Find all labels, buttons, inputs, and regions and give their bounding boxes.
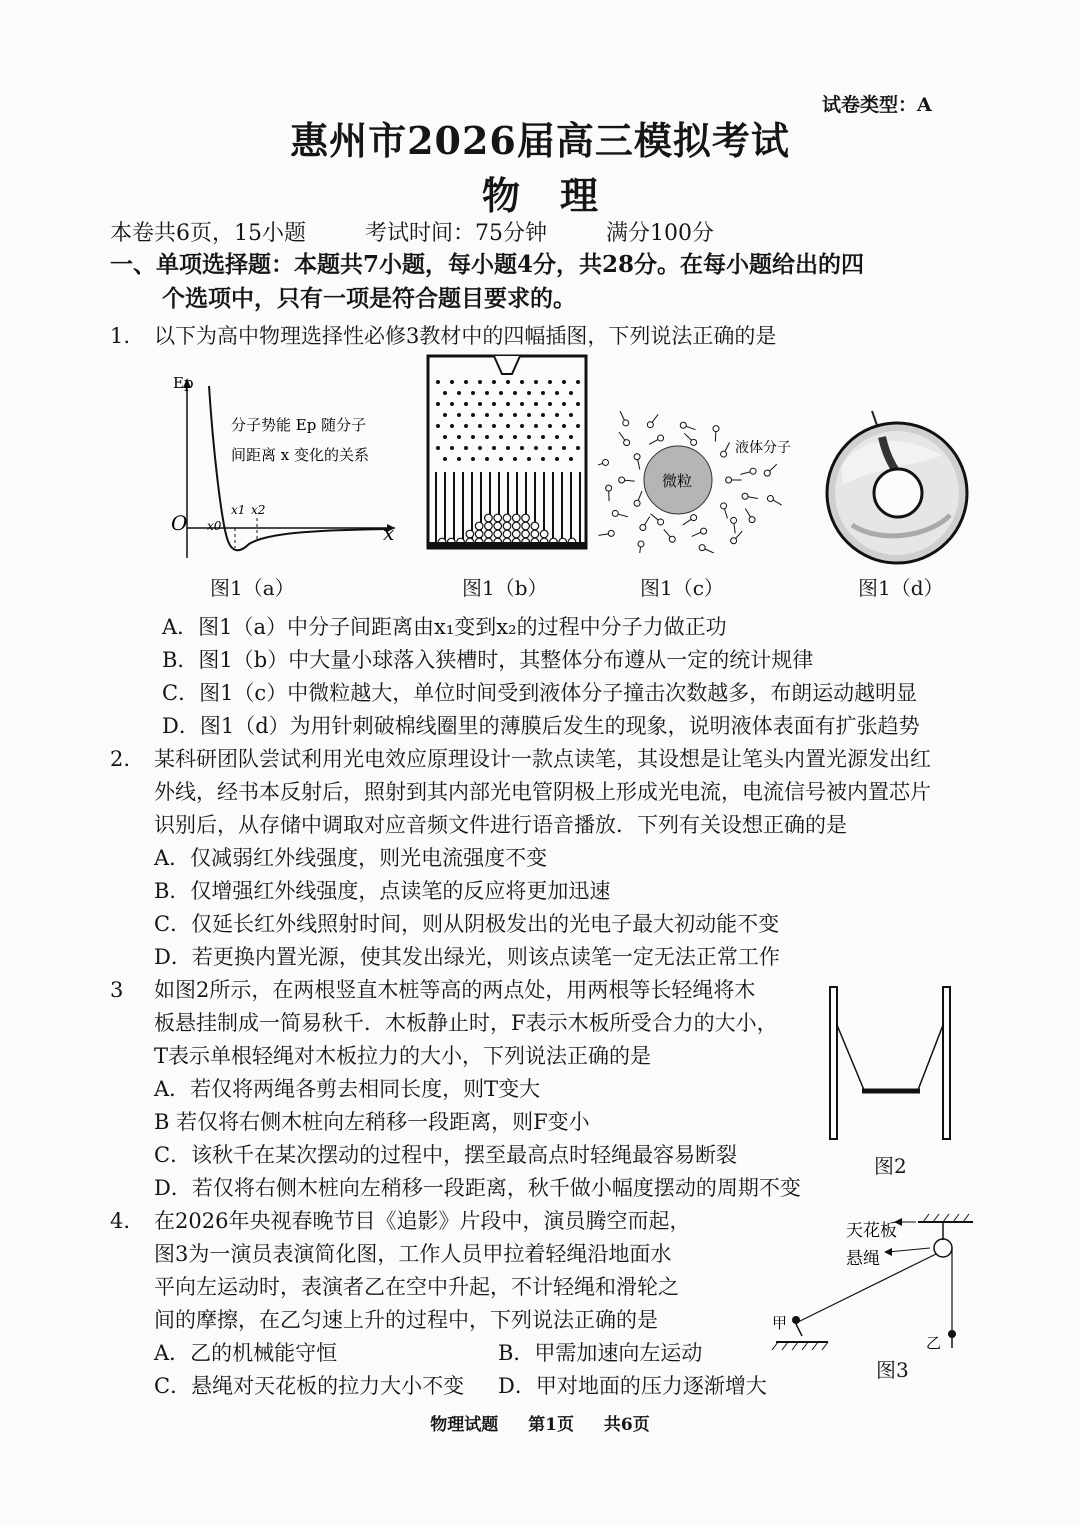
fig1a-origin: O [171,511,188,535]
fig1a-label-line1: 分子势能 Ep 随分子 [231,416,367,434]
footer-total: 共6页 [603,1415,650,1435]
exam-title: 惠州市2026届高三模拟考试 [290,118,790,163]
q3-option-d: D．若仅将右侧木桩向左稍移一段距离，秋千做小幅度摆动的周期不变 [154,1176,801,1200]
fig3-caption: 图3 [876,1358,909,1382]
figure-1d-soap-film-ring [822,405,972,565]
figure-1a-potential-energy-graph [165,368,405,568]
q1-option-a: A．图1（a）中分子间距离由x₁变到x₂的过程中分子力做正功 [162,615,727,639]
q1-option-b: B．图1（b）中大量小球落入狭槽时，其整体分布遵从一定的统计规律 [162,648,814,672]
q3-stem-line2: 板悬挂制成一简易秋千．木板静止时，F表示木板所受合力的大小， [154,1011,778,1035]
page-footer [0,1410,1080,1435]
figure-2-swing [820,985,960,1145]
fig2-caption: 图2 [874,1154,907,1178]
q3-stem-line1 [110,974,755,1004]
section-heading-line1: 一、单项选择题：本题共7小题，每小题4分，共28分。在每小题给出的四 [110,251,865,278]
q2-stem-line3: 识别后，从存储中调取对应音频文件进行语音播放．下列有关设想正确的是 [154,813,847,837]
fig1a-x2: x2 [251,503,266,517]
fig1a-label-line2: 间距离 x 变化的关系 [231,446,369,464]
fig1d-caption: 图1（d） [858,576,944,600]
q3-option-b: B 若仅将右侧木桩向左稍移一段距离，则F变小 [154,1110,590,1134]
q4-stem-line3: 平向左运动时，表演者乙在空中升起，不计轻绳和滑轮之 [154,1275,679,1299]
info-time: 考试时间：75分钟 [365,221,547,246]
fig1a-axis-y: Ep [173,374,194,392]
figure-3-pulley-system [768,1210,978,1360]
figure-1b-galton-board [424,352,590,552]
fig1a-caption: 图1（a） [210,576,295,600]
q4-stem-line2: 图3为一演员表演简化图，工作人员甲拉着轻绳沿地面水 [154,1242,672,1266]
q4-stem-line1 [110,1205,690,1235]
q3-option-a: A．若仅将两绳各剪去相同长度，则T变大 [154,1077,541,1101]
footer-page: 第1页 [528,1415,574,1435]
fig1a-axis-x: x [383,521,395,545]
q4-option-b: B．甲需加速向左运动 [498,1341,703,1365]
q1-stem-text: 以下为高中物理选择性必修3教材中的四幅插图，下列说法正确的是 [154,324,777,348]
figure-1c-brownian-particle [598,408,808,553]
footer-name: 物理试题 [430,1415,499,1435]
q3-stem-line3: T表示单根轻绳对木板拉力的大小，下列说法正确的是 [154,1044,652,1068]
fig3-jia-label: 甲 [772,1314,788,1332]
q3-option-c: C．该秋千在某次摆动的过程中，摆至最高点时轻绳最容易断裂 [154,1143,738,1167]
q2-option-a: A．仅减弱红外线强度，则光电流强度不变 [154,846,548,870]
fig1c-molecules-label: 液体分子 [735,440,791,456]
exam-info [110,216,766,247]
q2-number: 2. [110,747,131,771]
section-heading [110,248,970,316]
subject-title: 物理 [481,173,638,218]
fig1b-caption: 图1（b） [462,576,548,600]
q4-stem-line4: 间的摩擦，在乙匀速上升的过程中，下列说法正确的是 [154,1308,658,1332]
paper-type: 试卷类型：A [822,94,932,116]
q1-option-c: C．图1（c）中微粒越大，单位时间受到液体分子撞击次数越多，布朗运动越明显 [162,681,918,705]
q3-stem-text-1: 如图2所示，在两根竖直木桩等高的两点处，用两根等长轻绳将木 [154,978,756,1002]
q4-stem-text-1: 在2026年央视春晚节目《追影》片段中，演员腾空而起， [154,1209,691,1233]
fig3-yi-label: 乙 [926,1334,942,1352]
q2-stem-line1 [110,743,931,773]
fig1c-caption: 图1（c） [640,576,724,600]
fig3-ceiling-label: 天花板 [846,1221,897,1241]
q1-stem [110,320,776,350]
fig1a-x1: x1 [231,503,246,517]
fig1c-particle-label: 微粒 [662,472,693,490]
q4-option-c: C．悬绳对天花板的拉力大小不变 [154,1374,465,1398]
q2-option-c: C．仅延长红外线照射时间，则从阴极发出的光电子最大初动能不变 [154,912,780,936]
q4-number: 4. [110,1209,131,1233]
info-score: 满分100分 [606,221,714,246]
section-heading-line2: 个选项中，只有一项是符合题目要求的。 [162,285,576,312]
fig1a-x0: x0 [207,519,222,533]
q2-stem-text-1: 某科研团队尝试利用光电效应原理设计一款点读笔，其设想是让笔头内置光源发出红 [154,747,931,771]
q2-stem-line2: 外线，经书本反射后，照射到其内部光电管阴极上形成光电流，电流信号被内置芯片 [154,780,931,804]
q2-option-b: B．仅增强红外线强度，点读笔的反应将更加迅速 [154,879,611,903]
q2-option-d: D．若更换内置光源，使其发出绿光，则该点读笔一定无法正常工作 [154,945,780,969]
q4-option-d: D．甲对地面的压力逐渐增大 [498,1374,767,1398]
info-pages: 本卷共6页，15小题 [110,221,306,246]
fig3-rope-label: 悬绳 [846,1249,880,1269]
q1-option-d: D．图1（d）为用针刺破棉线圈里的薄膜后发生的现象，说明液体表面有扩张趋势 [162,714,920,738]
q4-option-a: A．乙的机械能守恒 [154,1341,338,1365]
q1-number: 1. [110,324,131,348]
q3-number: 3 [110,978,124,1002]
